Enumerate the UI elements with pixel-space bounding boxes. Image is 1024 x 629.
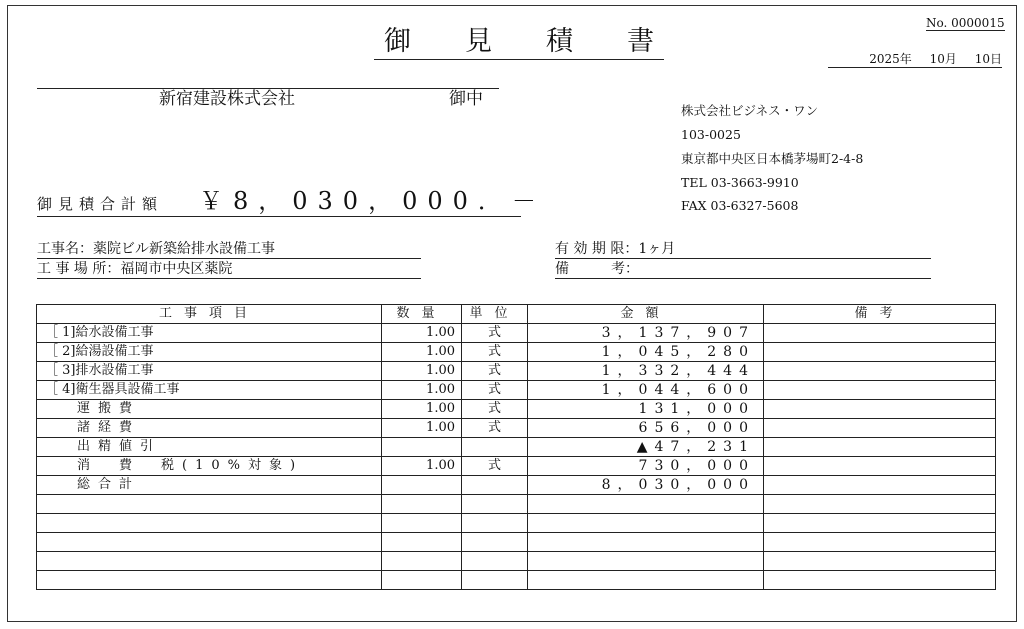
company-fax: FAX 03-6327-5608	[681, 198, 799, 213]
company-tel: TEL 03-3663-9910	[681, 175, 799, 190]
amount-cell	[528, 571, 764, 590]
unit-cell	[462, 571, 528, 590]
estimate-table	[36, 304, 996, 590]
header-amount: 金額	[528, 305, 764, 324]
total-amount-line	[37, 186, 546, 217]
table-row	[37, 476, 996, 495]
table-row	[37, 438, 996, 457]
note-cell	[764, 514, 996, 533]
quantity-cell: 1.00	[382, 457, 462, 476]
quantity-cell	[382, 495, 462, 514]
amount-cell	[528, 533, 764, 552]
amount-cell: 131，000	[528, 400, 764, 419]
unit-cell: 式	[462, 457, 528, 476]
quantity-cell	[382, 438, 462, 457]
item-name-cell: 総合計	[37, 476, 382, 495]
item-name-cell: ［ 2]給湯設備工事	[37, 343, 382, 362]
table-row	[37, 400, 996, 419]
amount-cell	[528, 495, 764, 514]
table-row	[37, 514, 996, 533]
header-note: 備考	[764, 305, 996, 324]
company-postal: 103-0025	[681, 127, 741, 142]
title-char: 御	[384, 26, 411, 57]
unit-cell	[462, 476, 528, 495]
header-qty: 数量	[382, 305, 462, 324]
unit-cell	[462, 514, 528, 533]
quantity-cell: 1.00	[382, 419, 462, 438]
unit-cell: 式	[462, 419, 528, 438]
header-unit: 単位	[462, 305, 528, 324]
item-name-cell	[37, 495, 382, 514]
note-cell	[764, 362, 996, 381]
remarks: 備 考：	[555, 260, 931, 279]
validity-period: 有 効 期 限：1ヶ月	[555, 240, 931, 259]
company-name: 株式会社ビジネス・ワン	[681, 103, 819, 118]
amount-cell	[528, 514, 764, 533]
quantity-cell	[382, 552, 462, 571]
title-char: 積	[546, 26, 573, 57]
item-name-cell	[37, 514, 382, 533]
client-honorific: 御中	[449, 89, 483, 109]
quantity-cell: 1.00	[382, 381, 462, 400]
quantity-cell: 1.00	[382, 343, 462, 362]
amount-cell: ▲47，231	[528, 438, 764, 457]
quantity-cell	[382, 533, 462, 552]
quantity-cell	[382, 476, 462, 495]
amount-cell: 1，044，600	[528, 381, 764, 400]
date-day: 10日	[974, 52, 1002, 66]
table-row	[37, 495, 996, 514]
total-label: 御見積合計額	[37, 195, 164, 213]
table-row	[37, 419, 996, 438]
item-name-cell	[37, 571, 382, 590]
document-title	[374, 25, 664, 60]
item-name-cell: 諸経費	[37, 419, 382, 438]
note-cell	[764, 552, 996, 571]
amount-cell: 656，000	[528, 419, 764, 438]
item-name-cell: ［ 1]給水設備工事	[37, 324, 382, 343]
amount-cell: 730，000	[528, 457, 764, 476]
document-number: No. 0000015	[926, 16, 1005, 30]
quantity-cell: 1.00	[382, 400, 462, 419]
note-cell	[764, 495, 996, 514]
note-cell	[764, 457, 996, 476]
note-cell	[764, 533, 996, 552]
item-name-cell	[37, 533, 382, 552]
header-item: 工事項目	[37, 305, 382, 324]
item-name-cell: 出精値引	[37, 438, 382, 457]
unit-cell: 式	[462, 343, 528, 362]
unit-cell	[462, 533, 528, 552]
unit-cell	[462, 438, 528, 457]
title-char: 見	[465, 26, 492, 57]
issue-date	[828, 51, 1002, 68]
amount-cell	[528, 552, 764, 571]
note-cell	[764, 381, 996, 400]
amount-cell: 1，045，280	[528, 343, 764, 362]
unit-cell: 式	[462, 324, 528, 343]
project-site: 工 事 場 所：福岡市中央区薬院	[37, 260, 421, 279]
table-row	[37, 457, 996, 476]
note-cell	[764, 343, 996, 362]
project-name: 工事名：薬院ビル新築給排水設備工事	[37, 240, 421, 259]
table-header-row	[37, 305, 996, 324]
amount-cell: 1，332，444	[528, 362, 764, 381]
title-char: 書	[627, 26, 654, 57]
date-year: 2025年	[869, 52, 912, 66]
unit-cell	[462, 495, 528, 514]
note-cell	[764, 438, 996, 457]
amount-cell: 3，137，907	[528, 324, 764, 343]
quantity-cell: 1.00	[382, 324, 462, 343]
client-line	[37, 88, 499, 109]
client-name: 新宿建設株式会社	[159, 89, 295, 109]
table-row	[37, 362, 996, 381]
table-row	[37, 552, 996, 571]
quantity-cell	[382, 571, 462, 590]
item-name-cell	[37, 552, 382, 571]
unit-cell: 式	[462, 400, 528, 419]
unit-cell	[462, 552, 528, 571]
item-name-cell: ［ 3]排水設備工事	[37, 362, 382, 381]
table-row	[37, 381, 996, 400]
item-name-cell: 運搬費	[37, 400, 382, 419]
date-month: 10月	[929, 52, 957, 66]
item-name-cell: 消 費 税(10%対象)	[37, 457, 382, 476]
note-cell	[764, 400, 996, 419]
quantity-cell	[382, 514, 462, 533]
total-value: ￥8，030，000．－	[199, 187, 546, 215]
note-cell	[764, 571, 996, 590]
company-address: 東京都中央区日本橋茅場町2-4-8	[681, 151, 864, 166]
note-cell	[764, 419, 996, 438]
unit-cell: 式	[462, 381, 528, 400]
amount-cell: 8，030，000	[528, 476, 764, 495]
unit-cell: 式	[462, 362, 528, 381]
quantity-cell: 1.00	[382, 362, 462, 381]
table-row	[37, 343, 996, 362]
note-cell	[764, 324, 996, 343]
table-row	[37, 571, 996, 590]
item-name-cell: ［ 4]衛生器具設備工事	[37, 381, 382, 400]
table-row	[37, 324, 996, 343]
note-cell	[764, 476, 996, 495]
table-row	[37, 533, 996, 552]
